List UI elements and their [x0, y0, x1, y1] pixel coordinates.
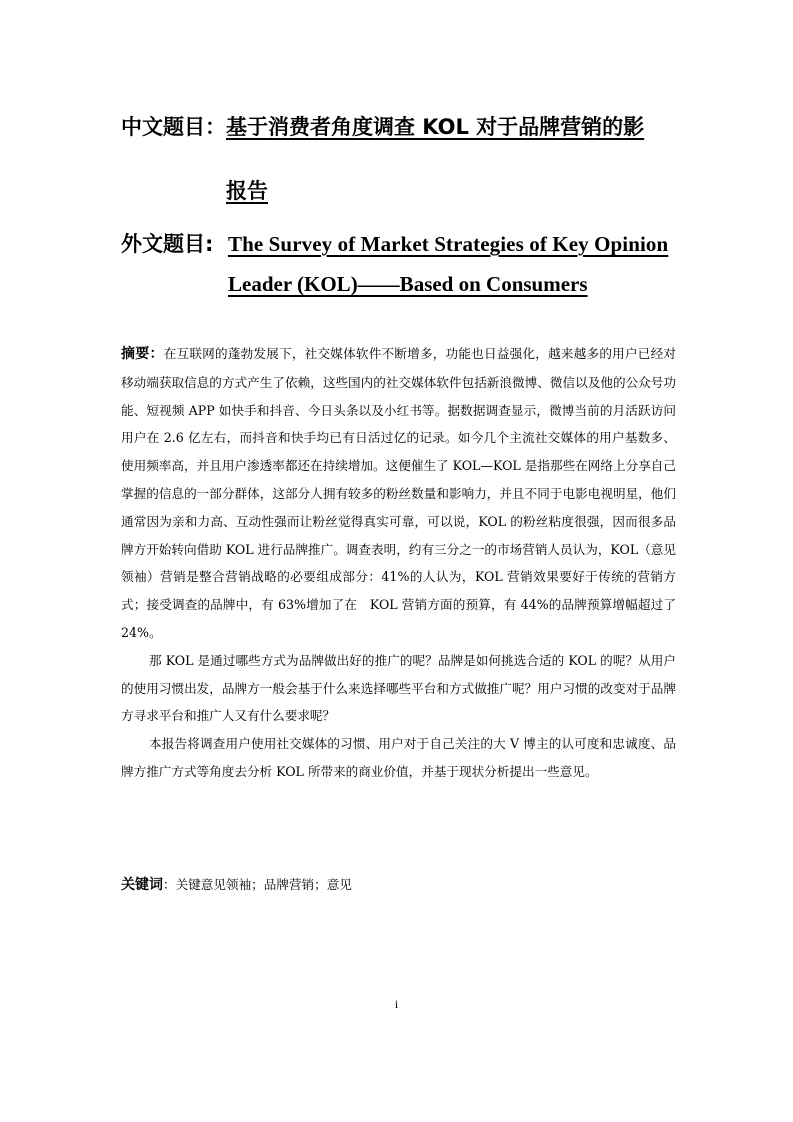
keywords-label: 关键词 [121, 877, 163, 893]
chinese-title-label: 中文题目： [121, 115, 226, 139]
abstract-label: 摘要 [121, 346, 150, 362]
chinese-title-text-line1: 基于消费者角度调查 KOL 对于品牌营销的影 [226, 115, 645, 139]
keywords-colon: ： [163, 877, 176, 892]
english-title-text-line2: Leader (KOL)——Based on Consumers [228, 272, 588, 296]
chinese-title-text-line2: 报告 [226, 179, 268, 203]
abstract-label-colon: ： [149, 346, 164, 362]
abstract-paragraph-3: 本报告将调查用户使用社交媒体的习惯、用户对于自己关注的大 V 博主的认可度和忠诚度、品牌方推广方式等角度去分析 KOL 所带来的商业价值，并基于现状分析提出一些意见。 [121, 736, 676, 779]
keywords-section [121, 871, 676, 899]
chinese-title [121, 111, 721, 143]
abstract-paragraph-2: 那 KOL 是通过哪些方式为品牌做出好的推广的呢？品牌是如何挑选合适的 KOL 的呢？从用户的使用习惯出发，品牌方一般会基于什么来选择哪些平台和方式做推广呢？用户习惯的改变对于品牌方寻求平台和推广人又有什么要求呢？ [121, 652, 676, 724]
english-title-label: 外文题目: [121, 232, 214, 256]
abstract-paragraph-1-text: 在互联网的蓬勃发展下，社交媒体软件不断增多，功能也日益强化，越来越多的用户已经对移动端获取信息的方式产生了依赖，这些国内的社交媒体软件包括新浪微博、微信以及他的公众号功能、短视频 APP 如快手和抖音、今日头条以及小红书等。据数据调查显示，微博当前的月活跃访问用户在 2.6 亿左右，而抖音和快手均已有日活过亿的记录。如今几个主流社交媒体的用户基数多、使用频率高，并且用户渗透率都还在持续增加。这便催生了 KOL—KOL 是指那些在网络上分享自己掌握的信息的一部分群体，这部分人拥有较多的粉丝数量和影响力，并且不同于电影电视明星，他们通常因为亲和力高、互动性强而让粉丝觉得真实可靠，可以说，KOL 的粉丝粘度很强，因而很多品牌方开始转向借助 KOL 进行品牌推广。调查表明，约有三分之一的市场营销人员认为，KOL（意见领袖）营销是整合营销战略的必要组成部分：41%的人认为，KOL 营销效果要好于传统的营销方式；接受调查的品牌中，有 63%增加了在 KOL 营销方面的预算，有 44%的品牌预算增幅超过了 24%。 [121, 346, 677, 640]
page-number: i [394, 997, 399, 1011]
keywords-text: 关键意见领袖；品牌营销；意见 [175, 877, 352, 892]
english-title-text-line1: The Survey of Market Strategies of Key Opinion [228, 232, 669, 256]
abstract-section [121, 340, 676, 786]
abstract-paragraph-1 [121, 340, 676, 647]
